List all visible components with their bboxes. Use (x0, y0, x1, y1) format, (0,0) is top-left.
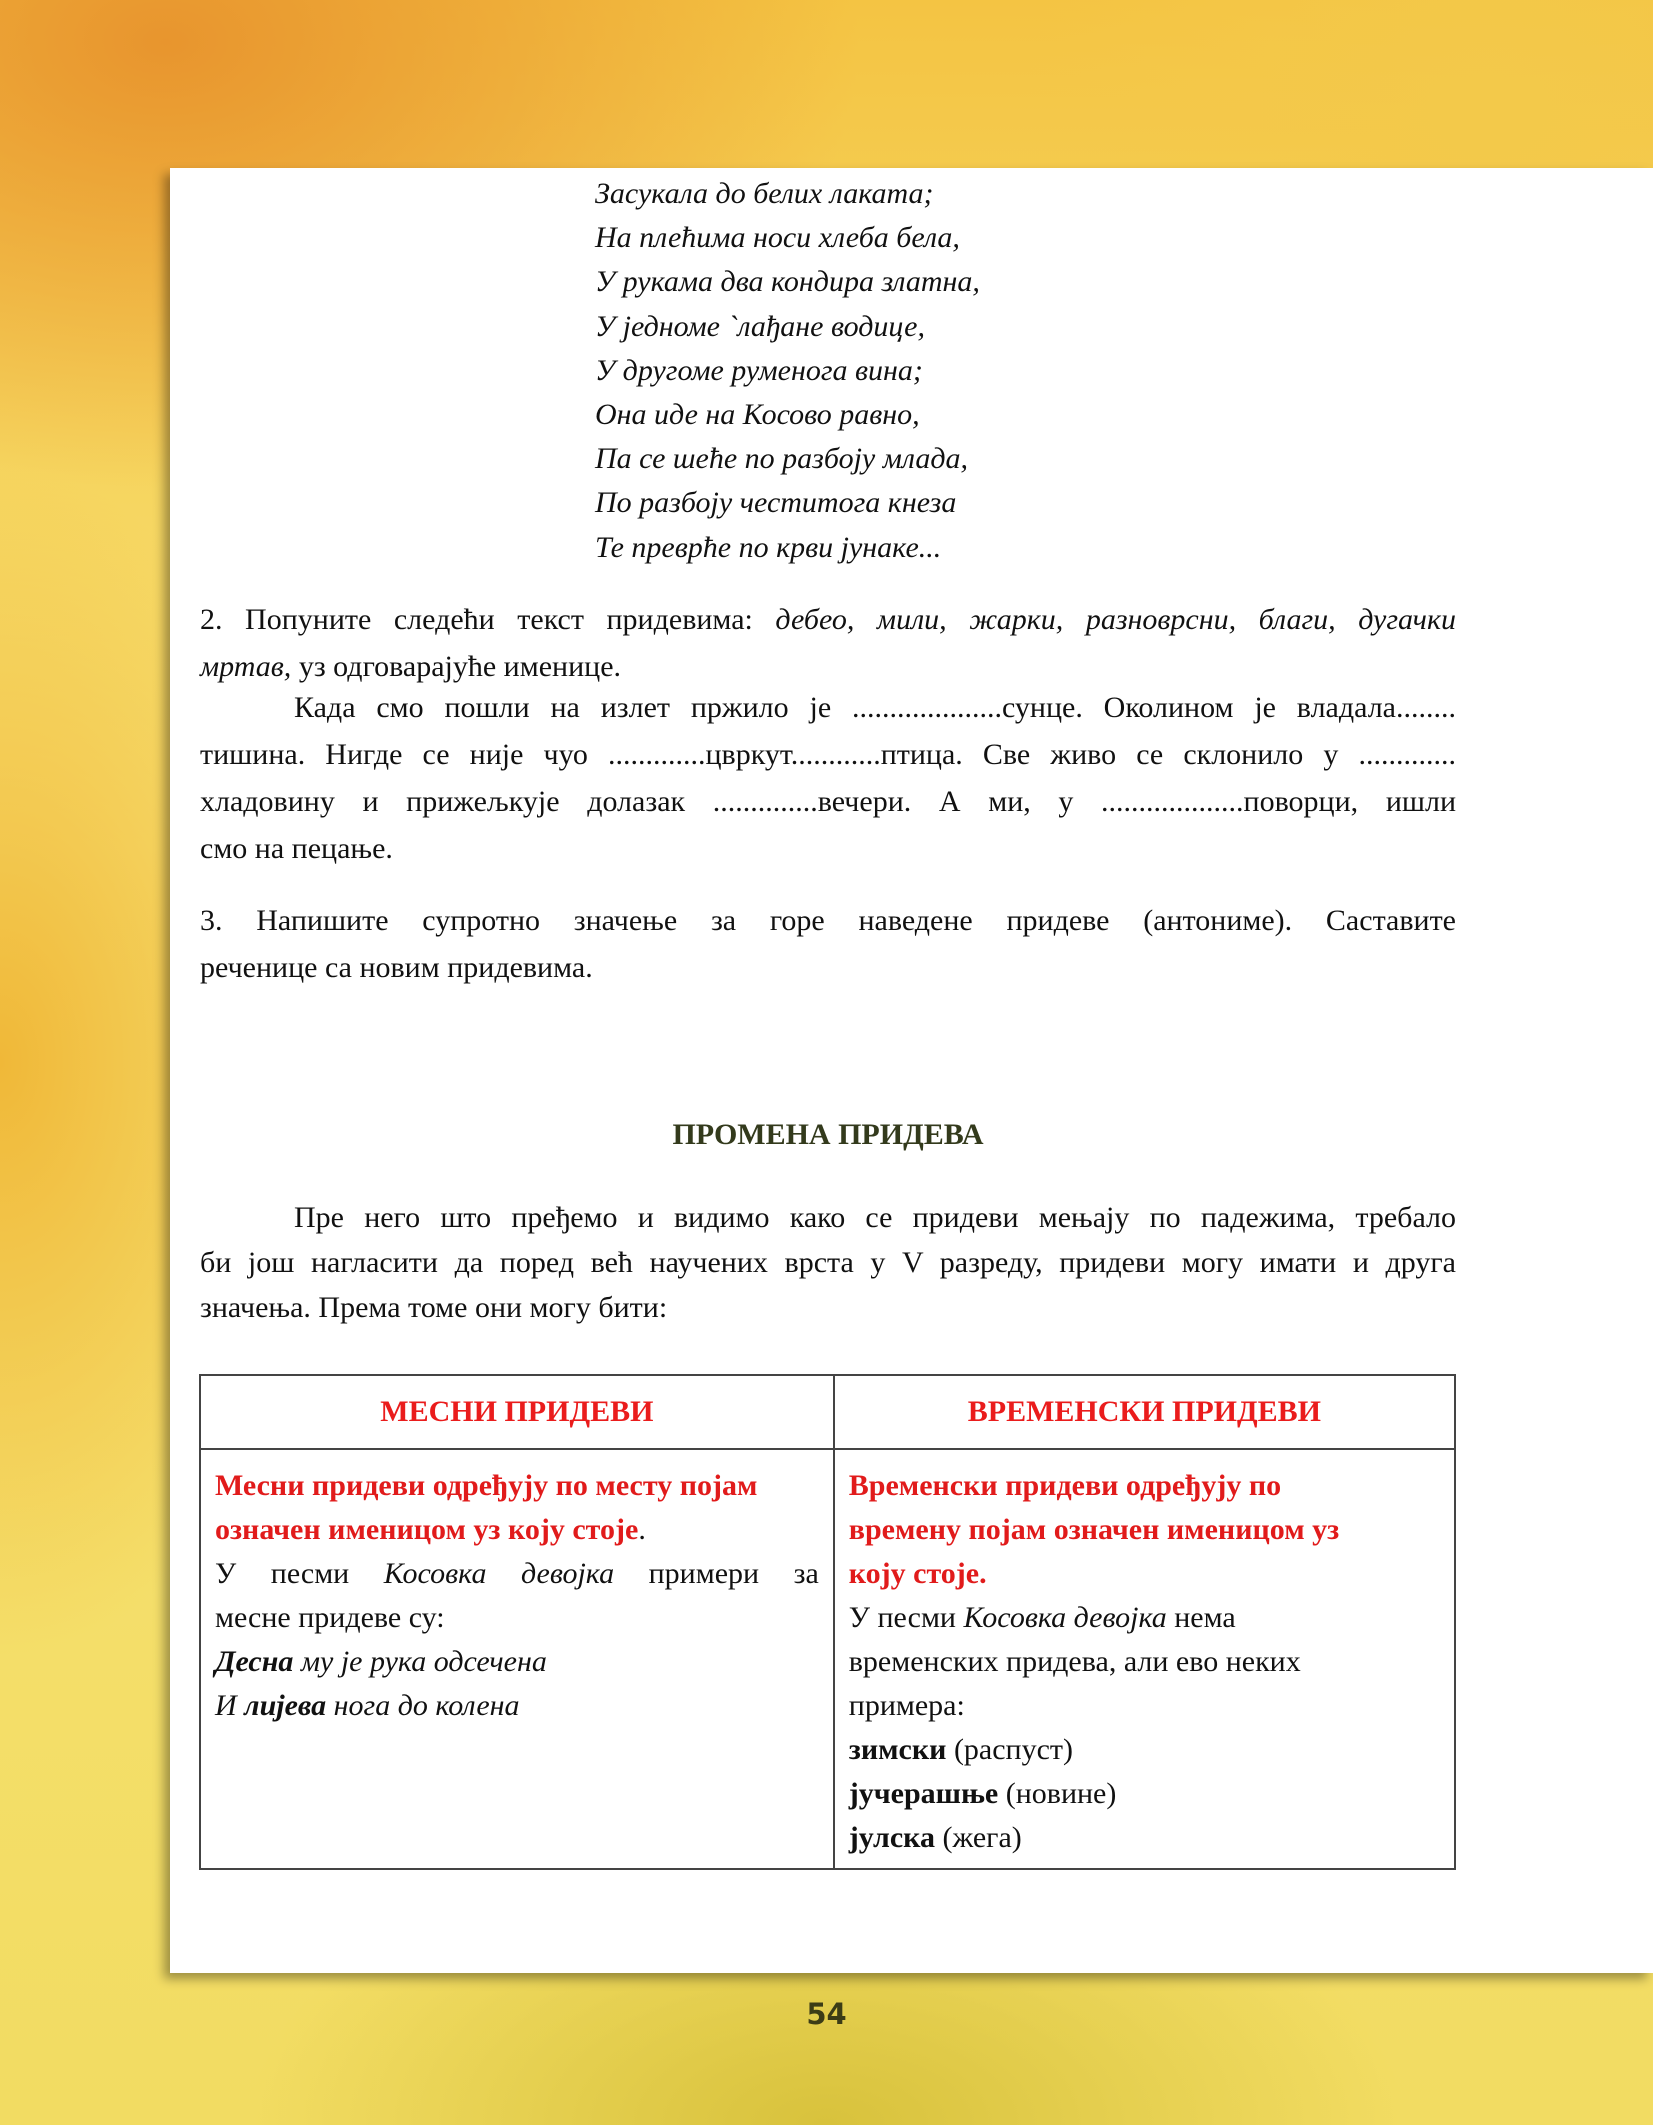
adjectives-table (199, 1374, 1456, 1870)
fill-in-line: Када смо пошли на излет пржило је ....................сунце. Околином је владала........ (294, 691, 1456, 724)
task-2-text-end: уз одговарајуће именице. (291, 650, 622, 683)
poem-line: Па се шеће по разбоју млада, (595, 442, 968, 476)
temporal-definition-line: Временски придеви одређују по (848, 1469, 1282, 1502)
header-temporal-adjectives: ВРЕМЕНСКИ ПРИДЕВИ (834, 1375, 1455, 1449)
verse-text: нога до колена (326, 1689, 520, 1722)
local-definition-line-2 (215, 1508, 819, 1552)
local-definition-text: означен именицом уз коју стоје (215, 1513, 639, 1546)
local-verse-2 (215, 1684, 819, 1728)
temporal-example-intro (849, 1596, 1440, 1640)
table-row (200, 1449, 1455, 1869)
poem-line: Засукала до белих лаката; (595, 177, 934, 210)
header-local-adjectives: МЕСНИ ПРИДЕВИ (200, 1375, 834, 1449)
task-2-text: 2. Попуните следећи текст придевима: (200, 603, 776, 636)
intro-paragraph (200, 1195, 1456, 1330)
temporal-adjective: јучерашње (848, 1777, 999, 1810)
task-2-line-1 (200, 596, 1456, 643)
local-adjective: Десна (215, 1645, 294, 1678)
poem-line: По разбоју честитога кнеза (595, 486, 957, 520)
local-example-text-end: примери за (614, 1557, 819, 1590)
poem-line: У другоме руменога вина; (595, 353, 923, 387)
poem-line: Она иде на Косово равно, (595, 398, 920, 432)
verse-text: му је рука одсечена (293, 1645, 547, 1678)
local-example-text: У песми (215, 1557, 384, 1590)
temporal-definition-line: времену појам означен именицом уз (848, 1513, 1340, 1546)
temporal-adjective: јулска (848, 1821, 935, 1854)
temporal-example-text-end: нема (1166, 1601, 1236, 1634)
intro-line: Пре него што пређемо и видимо како се придеви мењају по падежима, требало (294, 1201, 1456, 1234)
local-verse-1 (215, 1640, 819, 1684)
temporal-example (849, 1816, 1440, 1860)
temporal-example-line-2: временских придева, али ево неких (848, 1645, 1301, 1678)
temporal-example-line-3: примера: (848, 1689, 965, 1722)
cell-temporal-adjectives (834, 1449, 1455, 1869)
temporal-adjective: зимски (848, 1733, 947, 1766)
temporal-noun: (распуст) (946, 1733, 1074, 1766)
temporal-noun: (новине) (998, 1777, 1117, 1810)
temporal-example (849, 1772, 1440, 1816)
intro-line: значења. Према томе они могу бити: (200, 1291, 668, 1324)
local-definition-period: . (638, 1513, 646, 1546)
temporal-noun: (жега) (935, 1821, 1022, 1854)
task-2-line-2 (200, 643, 1456, 690)
task-2-word-list-end: мртав, (200, 650, 292, 683)
poem-line: Те преврће по крви јунаке... (595, 530, 942, 564)
temporal-example (849, 1728, 1440, 1772)
poem-excerpt (595, 172, 980, 570)
task-2 (200, 596, 1456, 690)
section-heading: ПРОМЕНА ПРИДЕВА (672, 1118, 984, 1151)
task-2-word-list: дебео, мили, жарки, разноврсни, благи, дугачки (775, 603, 1456, 636)
local-adjective: лијева (244, 1689, 327, 1722)
temporal-poem-title: Косовка девојка (963, 1601, 1167, 1634)
intro-line: би још нагласити да поред већ научених врста у V разреду, придеви могу имати и друга (200, 1246, 1456, 1279)
poem-line: На плећима носи хлеба бела, (595, 221, 960, 255)
temporal-definition-line: коју стоје. (848, 1557, 987, 1590)
local-poem-title: Косовка девојка (383, 1557, 615, 1590)
local-example-intro (215, 1552, 819, 1596)
fill-in-line: хладовину и прижељкује долазак ..............вечери. А ми, у ...................поворци, ишли (200, 785, 1456, 818)
page-number: 54 (806, 1997, 847, 2031)
local-definition-line: Месни придеви одређују по месту појам (215, 1469, 758, 1502)
local-example-line-2: месне придеве су: (215, 1601, 445, 1634)
fill-in-paragraph (200, 684, 1456, 872)
task-3 (200, 897, 1456, 991)
fill-in-line: тишина. Нигде се није чуо .............цвркут............птица. Све живо се склонило у ............. (200, 738, 1456, 771)
temporal-example-text: У песми (848, 1601, 964, 1634)
fill-in-line: смо на пецање. (200, 832, 393, 865)
task-3-line-2: реченице са новим придевима. (200, 951, 593, 984)
table-header-row (200, 1375, 1455, 1449)
task-3-line-1: 3. Напишите супротно значење за горе наведене придеве (антониме). Саставите (200, 904, 1456, 937)
poem-line: У рукама два кондира златна, (595, 265, 980, 299)
cell-local-adjectives (200, 1449, 834, 1869)
verse-text: И (215, 1689, 245, 1722)
poem-line: У једноме `лађане водице, (595, 309, 925, 343)
